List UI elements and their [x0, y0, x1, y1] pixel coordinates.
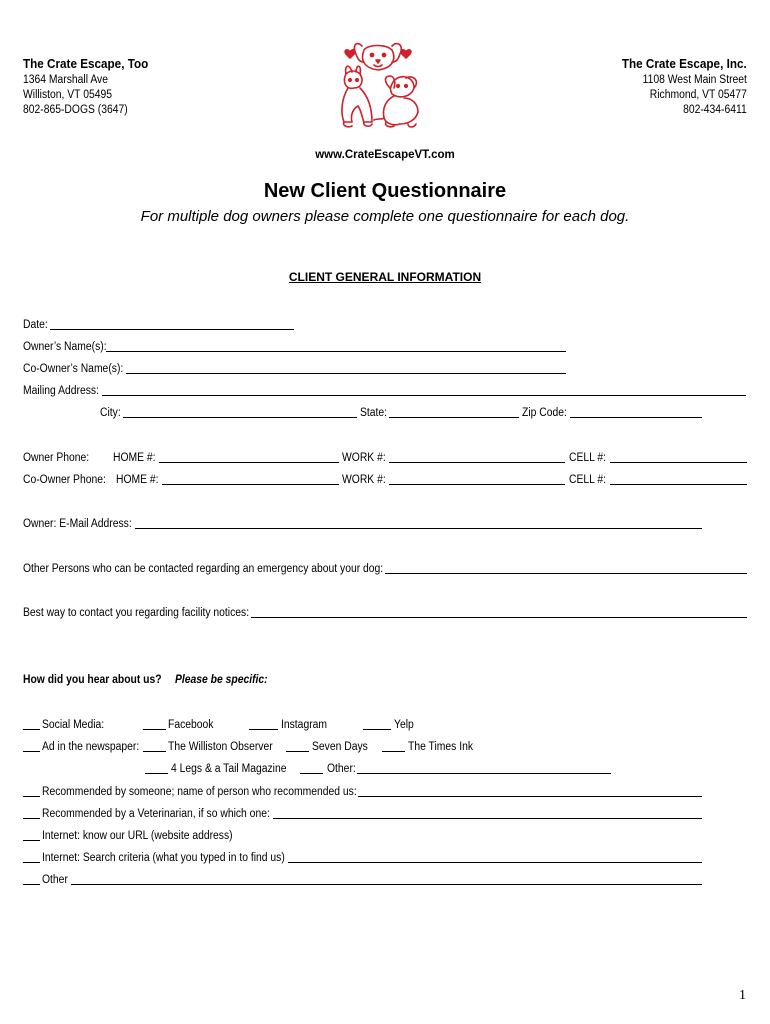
- four-legs-label: 4 Legs & a Tail Magazine: [171, 763, 287, 775]
- date-label: Date:: [23, 319, 48, 331]
- zip-label: Zip Code:: [522, 407, 567, 419]
- recommended-vet-checkbox[interactable]: [23, 818, 40, 819]
- internet-search-label: Internet: Search criteria (what you typed in to find us): [42, 852, 285, 864]
- williston-observer-label: The Williston Observer: [168, 741, 273, 753]
- social-media-checkbox[interactable]: [23, 729, 40, 730]
- recommended-someone-field[interactable]: [358, 796, 702, 797]
- zip-field[interactable]: [570, 417, 702, 418]
- seven-days-checkbox[interactable]: [286, 751, 309, 752]
- recommended-vet-field[interactable]: [273, 818, 702, 819]
- co-owner-phone-label: Co-Owner Phone:: [23, 474, 106, 486]
- owner-work-field[interactable]: [389, 462, 565, 463]
- internet-url-checkbox[interactable]: [23, 840, 40, 841]
- co-owner-work-label: WORK #:: [342, 474, 386, 486]
- co-owners-name-field[interactable]: [126, 373, 566, 374]
- other-checkbox[interactable]: [23, 884, 40, 885]
- date-field[interactable]: [50, 329, 294, 330]
- left-phone: 802-865-DOGS (3647): [23, 104, 128, 116]
- emergency-contact-label: Other Persons who can be contacted regarding an emergency about your dog:: [23, 563, 384, 575]
- page-subtitle: For multiple dog owners please complete one questionnaire for each dog.: [140, 208, 630, 225]
- co-owner-cell-label: CELL #:: [569, 474, 607, 486]
- newspaper-checkbox[interactable]: [23, 751, 40, 752]
- left-address-line2: Williston, VT 05495: [23, 89, 112, 101]
- instagram-checkbox[interactable]: [249, 729, 278, 730]
- other-newspaper-label: Other:: [327, 763, 356, 775]
- website-url: www.CrateEscapeVT.com: [315, 149, 455, 161]
- page-number: 1: [739, 988, 746, 1003]
- right-address-line1: 1108 West Main Street: [642, 74, 747, 86]
- co-owners-name-label: Co-Owner’s Name(s):: [23, 363, 124, 375]
- right-phone: 802-434-6411: [683, 104, 747, 116]
- instagram-label: Instagram: [281, 719, 328, 731]
- state-field[interactable]: [389, 417, 519, 418]
- section-title: CLIENT GENERAL INFORMATION: [288, 270, 482, 284]
- left-business-name: The Crate Escape, Too: [23, 56, 149, 71]
- state-label: State:: [360, 407, 388, 419]
- owner-cell-field[interactable]: [610, 462, 747, 463]
- facebook-label: Facebook: [168, 719, 214, 731]
- other-field[interactable]: [71, 884, 702, 885]
- recommended-someone-label: Recommended by someone; name of person who recommended us:: [42, 786, 357, 798]
- internet-url-label: Internet: know our URL (website address): [42, 830, 233, 842]
- owners-name-field[interactable]: [106, 351, 566, 352]
- internet-search-field[interactable]: [288, 862, 702, 863]
- newspaper-label: Ad in the newspaper:: [42, 741, 140, 753]
- times-ink-checkbox[interactable]: [382, 751, 405, 752]
- hear-specific-note: Please be specific:: [175, 674, 268, 686]
- best-contact-field[interactable]: [251, 617, 747, 618]
- other-newspaper-checkbox[interactable]: [300, 773, 323, 774]
- owner-cell-label: CELL #:: [569, 452, 607, 464]
- city-label: City:: [100, 407, 121, 419]
- right-business-name: The Crate Escape, Inc.: [622, 56, 747, 71]
- co-owner-home-label: HOME #:: [116, 474, 159, 486]
- williston-observer-checkbox[interactable]: [143, 751, 166, 752]
- seven-days-label: Seven Days: [312, 741, 368, 753]
- owner-home-label: HOME #:: [113, 452, 156, 464]
- owner-work-label: WORK #:: [342, 452, 386, 464]
- dogs-logo-icon: [334, 38, 424, 133]
- yelp-label: Yelp: [394, 719, 414, 731]
- social-media-label: Social Media:: [42, 719, 105, 731]
- co-owner-home-field[interactable]: [162, 484, 339, 485]
- left-address-line1: 1364 Marshall Ave: [23, 74, 108, 86]
- facebook-checkbox[interactable]: [143, 729, 166, 730]
- four-legs-checkbox[interactable]: [145, 773, 168, 774]
- internet-search-checkbox[interactable]: [23, 862, 40, 863]
- owner-home-field[interactable]: [159, 462, 339, 463]
- mailing-address-label: Mailing Address:: [23, 385, 99, 397]
- other-label: Other: [42, 874, 68, 886]
- co-owner-work-field[interactable]: [389, 484, 565, 485]
- city-field[interactable]: [123, 417, 357, 418]
- owner-phone-label: Owner Phone:: [23, 452, 90, 464]
- hear-question: How did you hear about us?: [23, 674, 162, 686]
- times-ink-label: The Times Ink: [408, 741, 473, 753]
- other-newspaper-field[interactable]: [357, 773, 611, 774]
- best-contact-label: Best way to contact you regarding facility notices:: [23, 607, 250, 619]
- yelp-checkbox[interactable]: [363, 729, 391, 730]
- recommended-someone-checkbox[interactable]: [23, 796, 40, 797]
- right-address-line2: Richmond, VT 05477: [649, 89, 747, 101]
- page-title: New Client Questionnaire: [263, 180, 507, 202]
- owners-name-label: Owner’s Name(s):: [23, 341, 107, 353]
- recommended-vet-label: Recommended by a Veterinarian, if so which one:: [42, 808, 270, 820]
- email-field[interactable]: [135, 528, 702, 529]
- email-label: Owner: E-Mail Address:: [23, 518, 132, 530]
- mailing-address-field[interactable]: [102, 395, 746, 396]
- emergency-contact-field[interactable]: [385, 573, 747, 574]
- co-owner-cell-field[interactable]: [610, 484, 747, 485]
